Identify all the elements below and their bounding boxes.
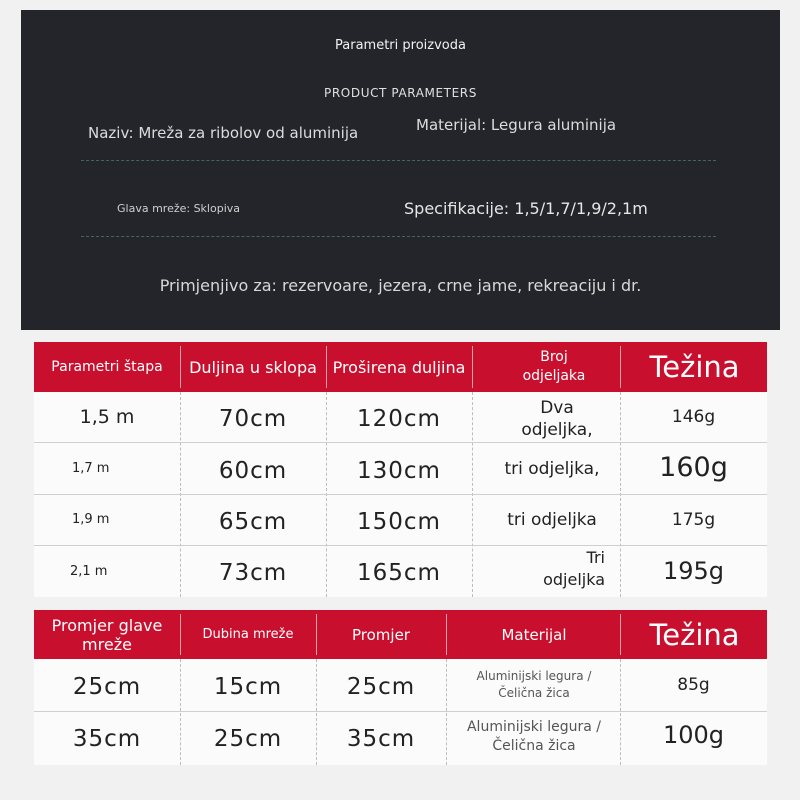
- table-cell: 25cm: [346, 674, 416, 700]
- header-weight: Težina: [649, 350, 740, 384]
- rod-parameters-table: [34, 342, 767, 597]
- table-header: [34, 610, 767, 659]
- table-cell: 175g: [671, 509, 716, 530]
- table-cell: 35cm: [346, 726, 416, 752]
- table-cell: 73cm: [218, 560, 288, 586]
- table-cell: 2,1 m: [70, 563, 108, 579]
- table-cell: tri odjeljka,: [504, 459, 600, 479]
- table-cell: 160g: [659, 451, 728, 483]
- header-separator: [472, 346, 473, 388]
- table-cell: 15cm: [213, 674, 283, 700]
- table-cell: 100g: [662, 721, 725, 749]
- page-title: Parametri proizvoda: [335, 38, 466, 53]
- table-cell: 146g: [671, 407, 716, 427]
- header-separator: [326, 346, 327, 388]
- table-cell: 165cm: [357, 560, 441, 586]
- header-sections: Broj odjeljaka: [522, 349, 586, 384]
- table-cell: 120cm: [357, 406, 441, 432]
- header-net-depth: Dubina mreže: [202, 627, 294, 642]
- product-parameters-header: [21, 10, 780, 330]
- table-cell: 1,5 m: [79, 406, 135, 428]
- column-separator: [446, 659, 447, 765]
- header-extended-length: Proširena duljina: [332, 357, 466, 377]
- header-rod-parameters: Parametri štapa: [51, 359, 163, 375]
- table-cell: 195g: [662, 557, 725, 585]
- table-cell: Dva odjeljka,: [521, 398, 593, 440]
- header-separator: [180, 614, 181, 655]
- product-name: Naziv: Mreža za ribolov od aluminija: [88, 124, 359, 142]
- header-separator: [446, 614, 447, 655]
- table-cell: tri odjeljka: [507, 509, 597, 530]
- table-cell: Aluminijski legura / Čelična žica: [476, 669, 592, 700]
- table-cell: 150cm: [357, 508, 441, 535]
- table-cell: 70cm: [218, 406, 288, 432]
- header-weight: Težina: [649, 617, 740, 652]
- table-cell: 25cm: [72, 674, 142, 700]
- specifications: Specifikacije: 1,5/1,7/1,9/2,1m: [404, 199, 648, 218]
- table-cell: Tri odjeljka: [543, 548, 605, 589]
- net-head: Glava mreže: Sklopiva: [117, 202, 241, 215]
- product-material: Materijal: Legura aluminija: [416, 116, 617, 134]
- table-cell: 130cm: [357, 458, 441, 484]
- divider: [81, 160, 716, 161]
- header-separator: [620, 346, 621, 388]
- table-cell: 1,9 m: [72, 512, 110, 527]
- header-separator: [180, 346, 181, 388]
- header-material: Materijal: [501, 625, 567, 644]
- header-separator: [316, 614, 317, 655]
- table-cell: 65cm: [218, 508, 288, 535]
- header-separator: [620, 614, 621, 655]
- table-cell: 60cm: [218, 458, 288, 484]
- table-cell: 25cm: [213, 726, 283, 752]
- net-parameters-table: [34, 610, 767, 765]
- header-net-head-diameter: Promjer glave mreže: [51, 615, 163, 654]
- page-subtitle: PRODUCT PARAMETERS: [324, 86, 477, 100]
- applicable-for: Primjenjivo za: rezervoare, jezera, crne jame, rekreaciju i dr.: [159, 276, 642, 295]
- header-collapsed-length: Duljina u sklopa: [189, 357, 317, 377]
- divider: [81, 236, 716, 237]
- table-cell: 1,7 m: [72, 460, 110, 476]
- table-header: [34, 342, 767, 392]
- table-cell: Aluminijski legura / Čelična žica: [466, 719, 602, 754]
- header-diameter: Promjer: [352, 625, 410, 644]
- table-cell: 85g: [677, 675, 710, 695]
- table-cell: 35cm: [72, 726, 142, 752]
